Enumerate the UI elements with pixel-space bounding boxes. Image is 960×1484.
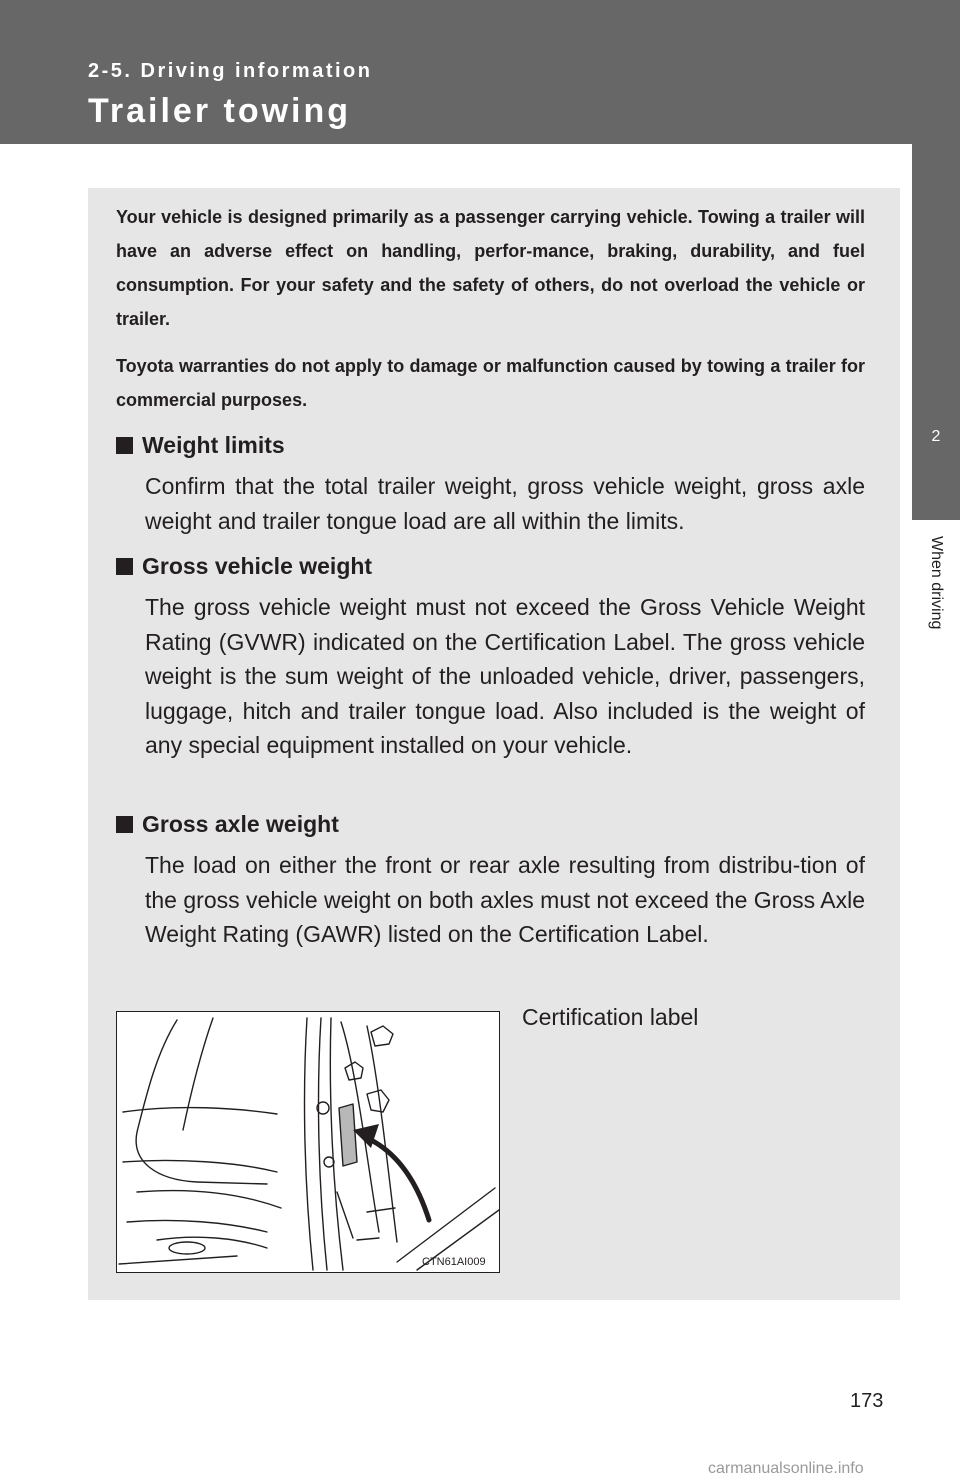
certification-label-illustration <box>116 1011 500 1273</box>
page-title: Trailer towing <box>88 92 352 130</box>
page-header <box>0 0 960 144</box>
section-heading-text: Weight limits <box>142 432 285 458</box>
square-bullet-icon <box>116 816 133 833</box>
figure-callout: Certification label <box>522 1004 699 1030</box>
square-bullet-icon <box>116 437 133 454</box>
figure-code: CTN61AI009 <box>422 1256 486 1268</box>
intro-paragraph: Your vehicle is designed primarily as a passenger carrying vehicle. Towing a trailer will have an adverse effect on handling, perfor-mance, braking, durability, and fuel consumption. For your safety and the safety of others, do not overload the vehicle or trailer. <box>116 207 865 329</box>
section-heading-gross-axle-weight <box>116 811 339 838</box>
section-body-gross-axle-weight: The load on either the front or rear axle resulting from distribu-tion of the gross vehicle weight on both axles must not exceed the Gross Axle Weight Rating (GAWR) listed on the Certification Label. <box>145 852 865 947</box>
door-pillar-drawing <box>117 1012 499 1272</box>
watermark: carmanualsonline.info <box>708 1460 864 1477</box>
page-number: 173 <box>850 1390 884 1412</box>
section-heading-text: Gross vehicle weight <box>142 553 373 579</box>
square-bullet-icon <box>116 558 133 575</box>
section-heading-weight-limits <box>116 432 285 459</box>
chapter-number: 2 <box>931 428 941 445</box>
intro-paragraph-warranty: Toyota warranties do not apply to damage or malfunction caused by towing a trailer for commercial purposes. <box>116 356 865 410</box>
chapter-tab <box>912 144 960 520</box>
section-body-weight-limits: Confirm that the total trailer weight, gross vehicle weight, gross axle weight and trailer tongue load are all within the limits. <box>145 473 865 534</box>
section-label: 2-5. Driving information <box>88 60 373 82</box>
section-heading-text: Gross axle weight <box>142 811 339 837</box>
section-heading-gross-vehicle-weight <box>116 553 372 580</box>
chapter-label: When driving <box>928 536 945 630</box>
section-body-gross-vehicle-weight: The gross vehicle weight must not exceed the Gross Vehicle Weight Rating (GVWR) indicated on the Certification Label. The gross vehicle weight is the sum weight of the unloaded vehicle, driver, passengers, luggage, hitch and trailer tongue load. Also included is the weight of any special equipment installed on your vehicle. <box>145 594 865 758</box>
